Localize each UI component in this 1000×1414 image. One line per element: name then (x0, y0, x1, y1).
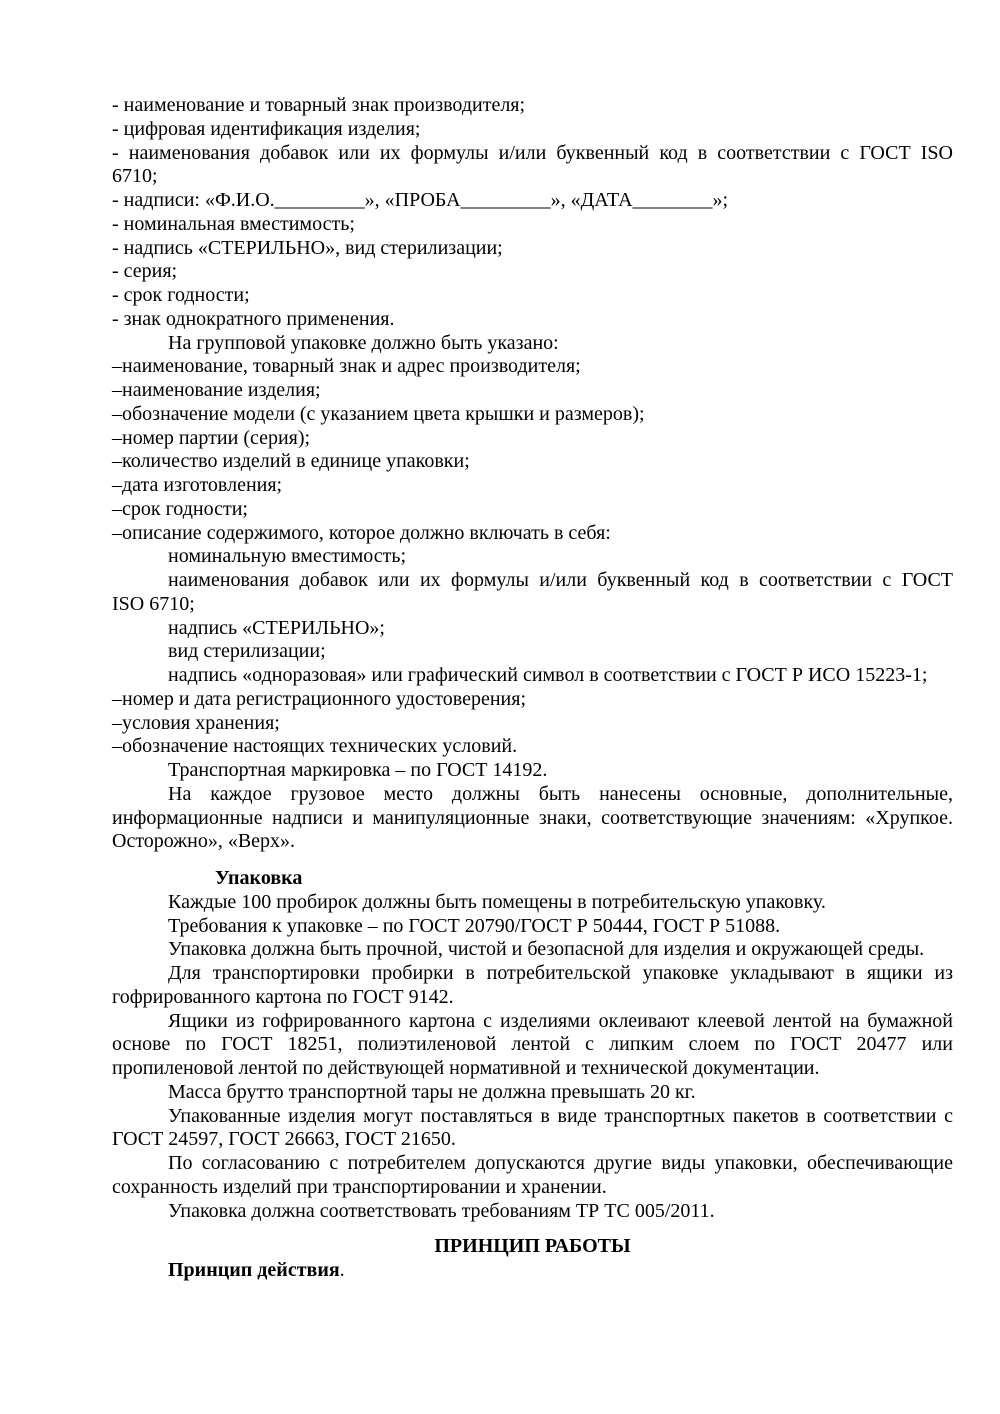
contents-sub-item: надпись «одноразовая» или графический символ в соответствии с ГОСТ Р ИСО 15223-1; (168, 664, 928, 686)
principle-subheading (112, 1259, 953, 1283)
packaging-paragraph: Требования к упаковке – по ГОСТ 20790/ГОСТ Р 50444, ГОСТ Р 51088. (168, 914, 781, 937)
packaging-paragraph: Ящики из гофрированного картона с изделиями оклеивают клеевой лентой на бумажной (168, 1009, 953, 1032)
marking-list-item: - надписи: «Ф.И.О._________», «ПРОБА_________», «ДАТА________»; (112, 189, 729, 211)
marking-list-item: - цифровая идентификация изделия; (112, 117, 421, 140)
packaging-paragraph: Упакованные изделия могут поставляться в виде транспортных пакетов в соответствии с (168, 1104, 953, 1127)
packaging-heading: Упаковка (215, 867, 303, 889)
packaging-paragraph: Упаковка должна соответствовать требованиям ТР ТС 005/2011. (168, 1199, 715, 1222)
principle-heading: ПРИНЦИП РАБОТЫ (434, 1235, 631, 1258)
contents-sub-item-continuation: ISO 6710; (112, 592, 195, 615)
packaging-paragraph: Каждые 100 пробирок должны быть помещены в потребительскую упаковку. (168, 890, 826, 913)
marking-list-item: - надпись «СТЕРИЛЬНО», вид стерилизации; (112, 236, 503, 259)
marking-list-item-continuation: 6710; (112, 165, 158, 188)
contents-sub-item: наименования добавок или их формулы и/или буквенный код в соответствии с ГОСТ (168, 569, 953, 591)
group-marking-item: –условия хранения; (112, 711, 280, 734)
group-marking-item: –обозначение модели (с указанием цвета крышки и размеров); (112, 402, 645, 425)
marking-list-item: - наименования добавок или их формулы и/или буквенный код в соответствии с ГОСТ ISO (112, 141, 953, 164)
group-marking-intro: На групповой упаковке должно быть указано: (168, 331, 559, 354)
marking-list-item: - наименование и товарный знак производителя; (112, 94, 526, 116)
packaging-paragraph: Упаковка должна быть прочной, чистой и безопасной для изделия и окружающей среды. (168, 938, 925, 961)
principle-subheading-period: . (339, 1259, 345, 1281)
marking-list-item: - знак однократного применения. (112, 307, 395, 330)
group-marking-item: –количество изделий в единице упаковки; (112, 450, 470, 473)
packaging-paragraph-continuation: сохранность изделий при транспортировании и хранении. (112, 1175, 607, 1198)
packaging-paragraph-continuation: гофрированного картона по ГОСТ 9142. (112, 985, 454, 1008)
marking-list-item: - номинальная вместимость; (112, 212, 355, 235)
packaging-paragraph: Для транспортировки пробирки в потребительской упаковке укладывают в ящики из (168, 962, 953, 984)
group-marking-item: –описание содержимого, которое должно включать в себя: (112, 521, 611, 544)
group-marking-item: –наименование изделия; (112, 379, 321, 401)
cargo-marking-paragraph-continuation: информационные надписи и манипуляционные знаки, соответствующие значениям: «Хрупкое. (112, 806, 953, 829)
packaging-paragraph-continuation: ГОСТ 24597, ГОСТ 26663, ГОСТ 21650. (112, 1128, 456, 1151)
cargo-marking-paragraph: На каждое грузовое место должны быть нанесены основные, дополнительные, (168, 782, 953, 805)
contents-sub-item: надпись «СТЕРИЛЬНО»; (168, 616, 385, 639)
group-marking-item: –номер партии (серия); (112, 426, 311, 449)
group-marking-item: –наименование, товарный знак и адрес производителя; (112, 355, 581, 378)
marking-list-item: - серия; (112, 260, 178, 283)
principle-subheading-text: Принцип действия (168, 1259, 340, 1281)
packaging-paragraph-continuation: пропиленовой лентой по действующей нормативной и технической документации. (112, 1057, 820, 1079)
contents-sub-item: вид стерилизации; (168, 640, 326, 663)
packaging-paragraph: По согласованию с потребителем допускаются другие виды упаковки, обеспечивающие (168, 1152, 953, 1174)
packaging-paragraph-continuation: основе по ГОСТ 18251, полиэтиленовой лентой с липким слоем по ГОСТ 20477 или (112, 1033, 953, 1056)
marking-list-item: - срок годности; (112, 284, 250, 306)
packaging-paragraph: Масса брутто транспортной тары не должна превышать 20 кг. (168, 1080, 696, 1103)
cargo-marking-paragraph-continuation: Осторожно», «Верх». (112, 830, 296, 853)
group-marking-item: –срок годности; (112, 497, 248, 520)
group-marking-item: –номер и дата регистрационного удостоверения; (112, 687, 527, 710)
transport-marking-paragraph: Транспортная маркировка – по ГОСТ 14192. (168, 759, 548, 781)
group-marking-item: –дата изготовления; (112, 474, 283, 496)
group-marking-item: –обозначение настоящих технических условий. (112, 735, 518, 758)
contents-sub-item: номинальную вместимость; (168, 545, 407, 568)
